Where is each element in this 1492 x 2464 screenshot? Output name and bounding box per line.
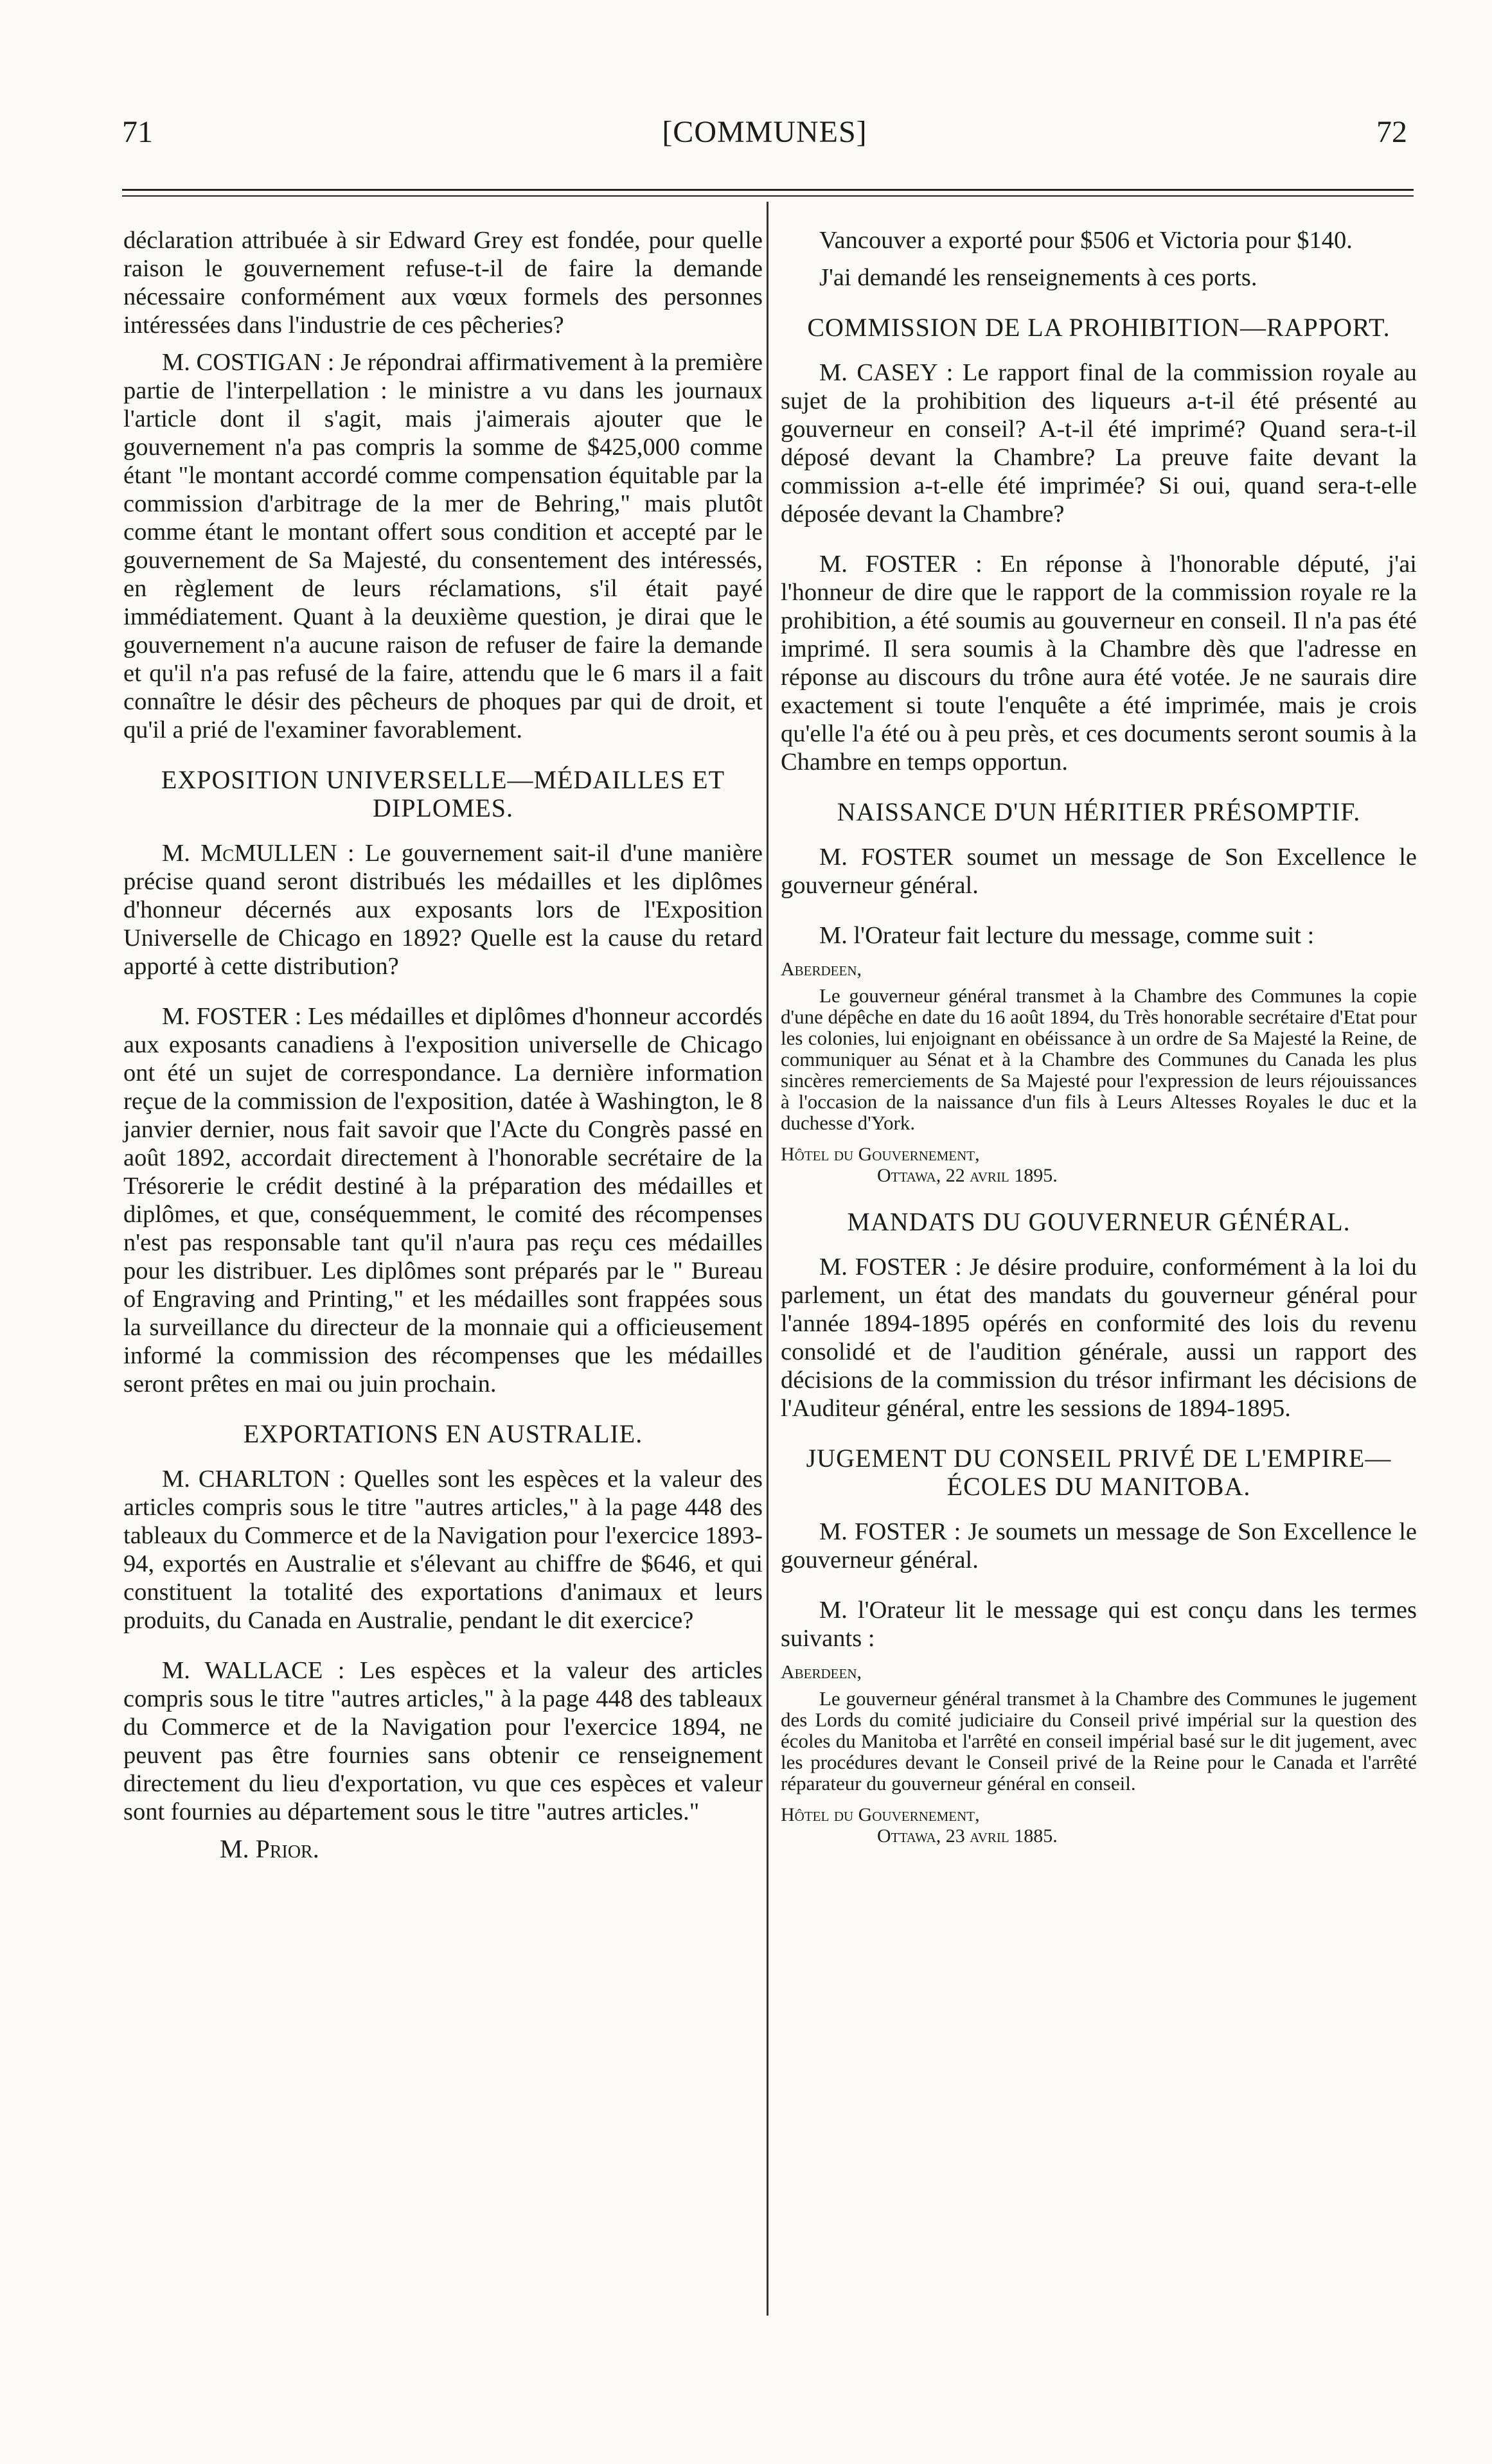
message-signature: Hôtel du Gouvernement, [781, 1144, 980, 1165]
speaker: M. FOSTER : [819, 551, 982, 578]
speaker: M. CASEY : [819, 359, 954, 386]
paragraph: M. FOSTER soumet un message de Son Excellence le gouverneur général. [781, 844, 1417, 899]
column-divider [767, 202, 768, 2316]
paragraph [123, 1465, 763, 1635]
speech-text: Les médailles et diplômes d'honneur accordés aux exposants canadiens à l'exposition universelle de Chicago ont été un sujet de correspondance. La dernière information reçue de la commission de l'exposition, datée à Washington, le 8 janvier dernier, nous fait savoir que l'Acte du Congrès passé en août 1892, accordait directement à l'honorable secrétaire de la Trésorerie le crédit destiné à la préparation des médailles et diplômes, et que, conséquemment, le comité des récompenses n'est pas responsable tant qu'il n'aura pas reçu ces médailles pour les distribuer. Les diplômes sont préparés par le " Bureau of Engraving and Printing," et les médailles sont frappées sous la surveillance du directeur de la monnaie qui a officieusement informé la commission des récompenses que les médailles seront prêtes en mai ou juin prochain. [123, 1003, 763, 1397]
speaker: M. COSTIGAN : [162, 349, 335, 376]
section-heading: EXPORTATIONS EN AUSTRALIE. [243, 1419, 643, 1448]
paragraph [123, 1002, 763, 1398]
paragraph [781, 1518, 1417, 1574]
speaker: M. FOSTER : [819, 1518, 961, 1545]
speech-text: Quelles sont les espèces et la valeur des articles compris sous le titre "autres articles," à la page 448 des tableaux du Commerce et de la Navigation pour l'exercice 1893-94, exportés en Australie et s'élevant au chiffre de $646, et qui constituent la totalité des exportations d'animaux et leurs produits, du Canada en Australie, pendant le dit exercice? [123, 1466, 763, 1634]
speaker: M. CHARLTON : [162, 1466, 346, 1493]
message-sender: Aberdeen, [781, 959, 862, 980]
header-rule [122, 189, 1414, 191]
speech-text: Je répondrai affirmativement à la première partie de l'interpellation : le ministre a vu dans les journaux l'article dont il s'agit, mais j'aimerais ajouter que le gouvernement n'a pas compris la somme de $425,000 comme étant "le montant accordé comme compensation équitable par la commission d'arbitrage de la mer de Behring," mais plutôt comme étant le montant offert sous condition et accepté par le gouvernement de Sa Majesté, du consentement des intéressés, en règlement de leurs réclamations, s'il était payé immédiatement. Quant à la deuxième question, je dirai que le gouvernement n'a aucune raison de refuser de faire la demande et qu'il n'a pas refusé de la faire, attendu que le 6 mars il a fait connaître le désir des pêcheurs de phoques par qui de droit, et qu'il a prié de l'examiner favorablement. [123, 349, 763, 743]
right-column [781, 226, 1417, 1852]
section-heading: MANDATS DU GOUVERNEUR GÉNÉRAL. [847, 1207, 1351, 1236]
header-rule-thin [122, 195, 1414, 197]
paragraph [781, 359, 1417, 528]
running-title: [COMMUNES] [662, 115, 867, 149]
message-body: Le gouverneur général transmet à la Chambre des Communes le jugement des Lords du comité judiciaire du Conseil privé impérial sur la question des écoles du Manitoba et l'arrêté en conseil impérial basé sur le dit jugement, avec les procédures devant le Conseil privé de la Reine pour le Canada et l'arrêté réparateur du gouverneur général en conseil. [781, 1687, 1417, 1795]
section-heading: COMMISSION DE LA PROHIBITION—RAPPORT. [807, 313, 1390, 342]
page-number-left: 71 [122, 115, 153, 149]
speaker: M. FOSTER : [162, 1003, 302, 1030]
message-place-date: Ottawa, 22 avril 1895. [877, 1165, 1058, 1186]
speech-text: Je soumets un message de Son Excellence le gouverneur général. [781, 1518, 1417, 1573]
message-sender: Aberdeen, [781, 1662, 862, 1683]
paragraph [781, 550, 1417, 776]
page-number-right: 72 [1376, 115, 1407, 149]
message-signature: Hôtel du Gouvernement, [781, 1804, 980, 1825]
paragraph: M. l'Orateur lit le message qui est conçu dans les termes suivants : [781, 1597, 1417, 1652]
signature: M. Prior. [220, 1834, 319, 1863]
speech-text: Le rapport final de la commission royale au sujet de la prohibition des liqueurs a-t-il été présenté au gouverneur en conseil? A-t-il été imprimé? Quand sera-t-il déposé devant la Chambre? La preuve faite devant la commission a-t-elle été imprimée? Si oui, quand sera-t-elle déposée devant la Chambre? [781, 359, 1417, 527]
speaker: M. WALLACE : [162, 1657, 345, 1684]
paragraph: M. l'Orateur fait lecture du message, comme suit : [819, 922, 1315, 949]
paragraph: Vancouver a exporté pour $506 et Victoria pour $140. [819, 227, 1353, 254]
paragraph [781, 1253, 1417, 1423]
speaker: M. McMULLEN : [162, 840, 355, 867]
speech-text: Le gouvernement sait-il d'une manière précise quand seront distribués les médailles et les diplômes d'honneur décernés aux exposants lors de l'Exposition Universelle de Chicago en 1892? Quelle est la cause du retard apporté à cette distribution? [123, 840, 763, 980]
page-header [122, 114, 1407, 153]
section-heading: EXPOSITION UNIVERSELLE—MÉDAILLES ET DIPLOMES. [161, 765, 725, 822]
paragraph [123, 348, 763, 744]
speech-text: Je désire produire, conformément à la loi du parlement, un état des mandats du gouverneur général pour l'année 1894-1895 opérés en conformité des lois du revenu consolidé et de l'audition générale, aussi un rapport des décisions de la commission du trésor infirmant les décisions de l'Auditeur général, entre les sessions de 1894-1895. [781, 1254, 1417, 1422]
message-block [781, 959, 1417, 1186]
speaker: M. FOSTER : [819, 1254, 962, 1281]
section-heading: JUGEMENT DU CONSEIL PRIVÉ DE L'EMPIRE—ÉCOLES DU MANITOBA. [806, 1444, 1392, 1501]
message-block [781, 1662, 1417, 1847]
paragraph [123, 1656, 763, 1826]
left-column [123, 226, 763, 1863]
paragraph: J'ai demandé les renseignements à ces ports. [819, 264, 1257, 291]
message-place-date: Ottawa, 23 avril 1885. [877, 1825, 1058, 1847]
paragraph [123, 839, 763, 980]
speech-text: En réponse à l'honorable député, j'ai l'honneur de dire que le rapport de la commission royale re la prohibition, a été soumis au gouverneur en conseil. Il n'a pas été imprimé. Il sera soumis à la Chambre dès que l'adresse en réponse au discours du trône aura été votée. Je ne saurais dire exactement si toute l'enquête a été imprimée, mais je crois qu'elle l'a été ou à peu près, et ces documents seront soumis à la Chambre en temps opportun. [781, 551, 1417, 776]
paragraph: déclaration attribuée à sir Edward Grey est fondée, pour quelle raison le gouvernement refuse-t-il de faire la demande nécessaire conformément aux vœux formels des personnes intéressées dans l'industrie de ces pêcheries? [123, 227, 763, 339]
speech-text: Les espèces et la valeur des articles compris sous le titre "autres articles," à la page 448 des tableaux du Commerce et de la Navigation pour l'exercice 1894, ne peuvent pas être fournies sans obtenir ce renseignement directement du lieu d'exportation, vu que ces espèces et valeur sont fournies au département sous le titre "autres articles." [123, 1657, 763, 1825]
message-body: Le gouverneur général transmet à la Chambre des Communes la copie d'une dépêche en date du 16 août 1894, du Très honorable secrétaire d'Etat pour les colonies, lui enjoignant en obéissance à un ordre de Sa Majesté la Reine, de communiquer au Sénat et à la Chambre des Communes du Canada les plus sincères remerciements de Sa Majesté pour l'expression de leurs réjouissances à l'occasion de la naissance d'un fils à Leurs Altesses Royales le duc et la duchesse d'York. [781, 984, 1417, 1134]
section-heading: NAISSANCE D'UN HÉRITIER PRÉSOMPTIF. [837, 797, 1361, 826]
